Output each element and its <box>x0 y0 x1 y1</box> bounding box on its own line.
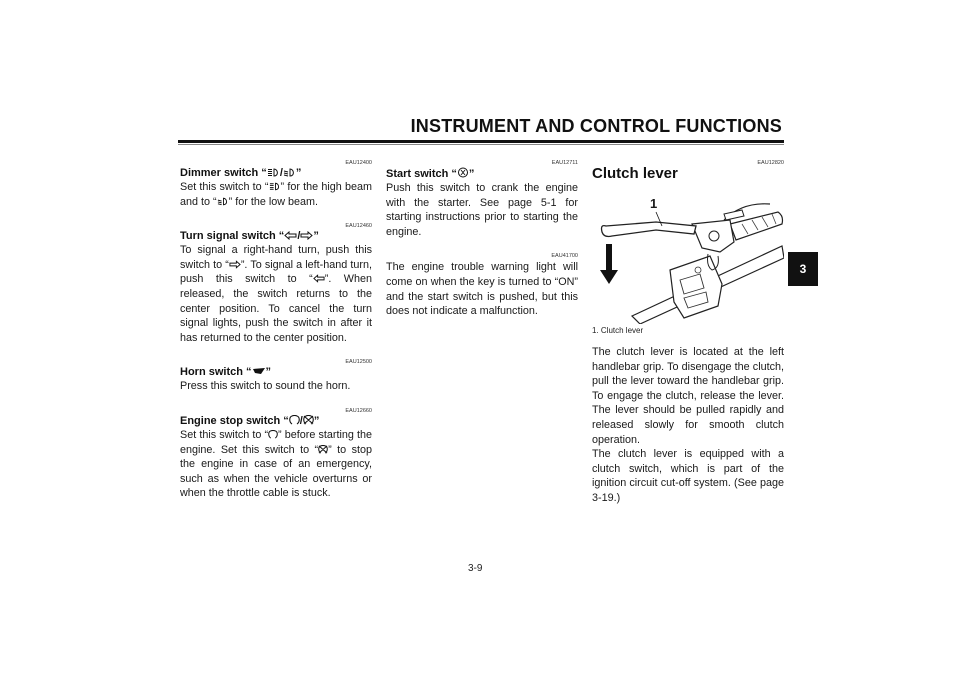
header-rule-thin <box>178 144 784 145</box>
page-number: 3-9 <box>468 563 483 574</box>
section-code: EAU12400 <box>345 160 372 166</box>
turn-signal-body <box>180 243 372 345</box>
heading-text-end: ” <box>313 414 320 427</box>
section-code: EAU12500 <box>345 359 372 366</box>
starter-icon <box>457 167 469 178</box>
engine-off-icon <box>303 415 314 425</box>
body-text: ” to stop the engine in case of an emergency, such as when the vehicle overturns or when the throttle cable is stuck. <box>180 443 372 500</box>
page-header-title: INSTRUMENT AND CONTROL FUNCTIONS <box>410 116 782 136</box>
low-beam-icon <box>283 168 296 177</box>
section-code: EAU41700 <box>551 253 578 260</box>
clutch-switch-body: The clutch lever is equipped with a clutch switch, which is part of the ignition circuit cut-off system. (See page 3-19.) <box>592 448 784 504</box>
horn-switch-body: Press this switch to sound the horn. <box>180 380 351 393</box>
engine-stop-body <box>180 428 372 501</box>
dimmer-switch-heading: Dimmer switch “ / ” <box>180 167 302 179</box>
column-left <box>180 152 372 511</box>
high-beam-icon <box>267 168 280 177</box>
engine-off-icon <box>318 445 328 454</box>
turn-right-icon <box>300 231 313 240</box>
heading-text: Engine stop switch “ <box>180 414 289 427</box>
horn-icon <box>252 367 266 376</box>
high-beam-icon <box>269 182 281 191</box>
clutch-lever-drawing <box>592 184 784 324</box>
horn-switch-heading <box>180 366 372 379</box>
turn-left-icon <box>284 231 297 240</box>
section-code: EAU12660 <box>345 407 372 414</box>
engine-run-icon <box>268 430 278 439</box>
section-code: EAU12711 <box>551 160 578 166</box>
engine-trouble-body: The engine trouble warning light will come on when the key is turned to “ON” and the start switch is pushed, but this does not indicate a malfunction. <box>386 261 578 318</box>
start-switch-body: Push this switch to crank the engine with the starter. See page 5-1 for starting instructions prior to starting the engine. <box>386 182 578 238</box>
clutch-lever-body: The clutch lever is located at the left handlebar grip. To disengage the clutch, pull the lever toward the handlebar grip. To engage the clutch, release the lever. The lever should be pulled rapidly and released slowly for smooth clutch operation. <box>592 346 784 446</box>
turn-right-icon <box>229 260 241 269</box>
clutch-lever-illustration <box>592 184 784 324</box>
heading-text-end: ” <box>265 366 272 379</box>
figure-callout-1: 1 <box>650 196 658 211</box>
heading-text: Horn switch “ <box>180 366 252 379</box>
section-code: EAU12460 <box>345 223 372 230</box>
body-text: Set this switch to “ <box>180 181 269 193</box>
clutch-lever-heading: Clutch lever <box>592 165 678 182</box>
body-text: Set this switch to “ <box>180 428 269 441</box>
body-text: ” before starting the engine. Set this switch to “ <box>180 428 372 456</box>
heading-text: Dimmer switch “ <box>180 167 267 179</box>
figure-caption: 1. Clutch lever <box>592 326 644 335</box>
heading-text-end: ” <box>313 230 319 243</box>
body-text: To signal a right-hand turn, push this switch to “ <box>180 244 372 271</box>
section-code: EAU12820 <box>757 160 784 166</box>
heading-text: Turn signal switch “ <box>180 230 285 243</box>
engine-stop-heading: Engine stop switch “ / ” <box>180 414 320 427</box>
body-text: ”. When released, the switch returns to the center position. To cancel the turn signal lights, push the switch in after it has returned to the center position. <box>180 273 372 344</box>
column-right <box>592 152 784 516</box>
turn-signal-heading: Turn signal switch “ / ” <box>180 230 319 243</box>
header-rule <box>178 140 784 143</box>
chapter-tab[interactable]: 3 <box>788 252 818 286</box>
heading-text-end: ” <box>468 168 475 180</box>
engine-run-icon <box>289 415 300 425</box>
body-text: ” for the high beam and to “ <box>180 181 373 208</box>
body-text: ”. To signal a left-hand turn, push this switch to “ <box>180 258 372 286</box>
start-switch-heading <box>386 167 578 181</box>
low-beam-icon <box>217 197 229 206</box>
heading-text-end: ” <box>295 167 302 179</box>
dimmer-switch-body <box>180 180 372 209</box>
body-text: ” for the low beam. <box>228 195 319 208</box>
heading-text: Start switch “ <box>386 168 457 180</box>
turn-left-icon <box>313 274 325 283</box>
column-middle <box>386 152 578 329</box>
